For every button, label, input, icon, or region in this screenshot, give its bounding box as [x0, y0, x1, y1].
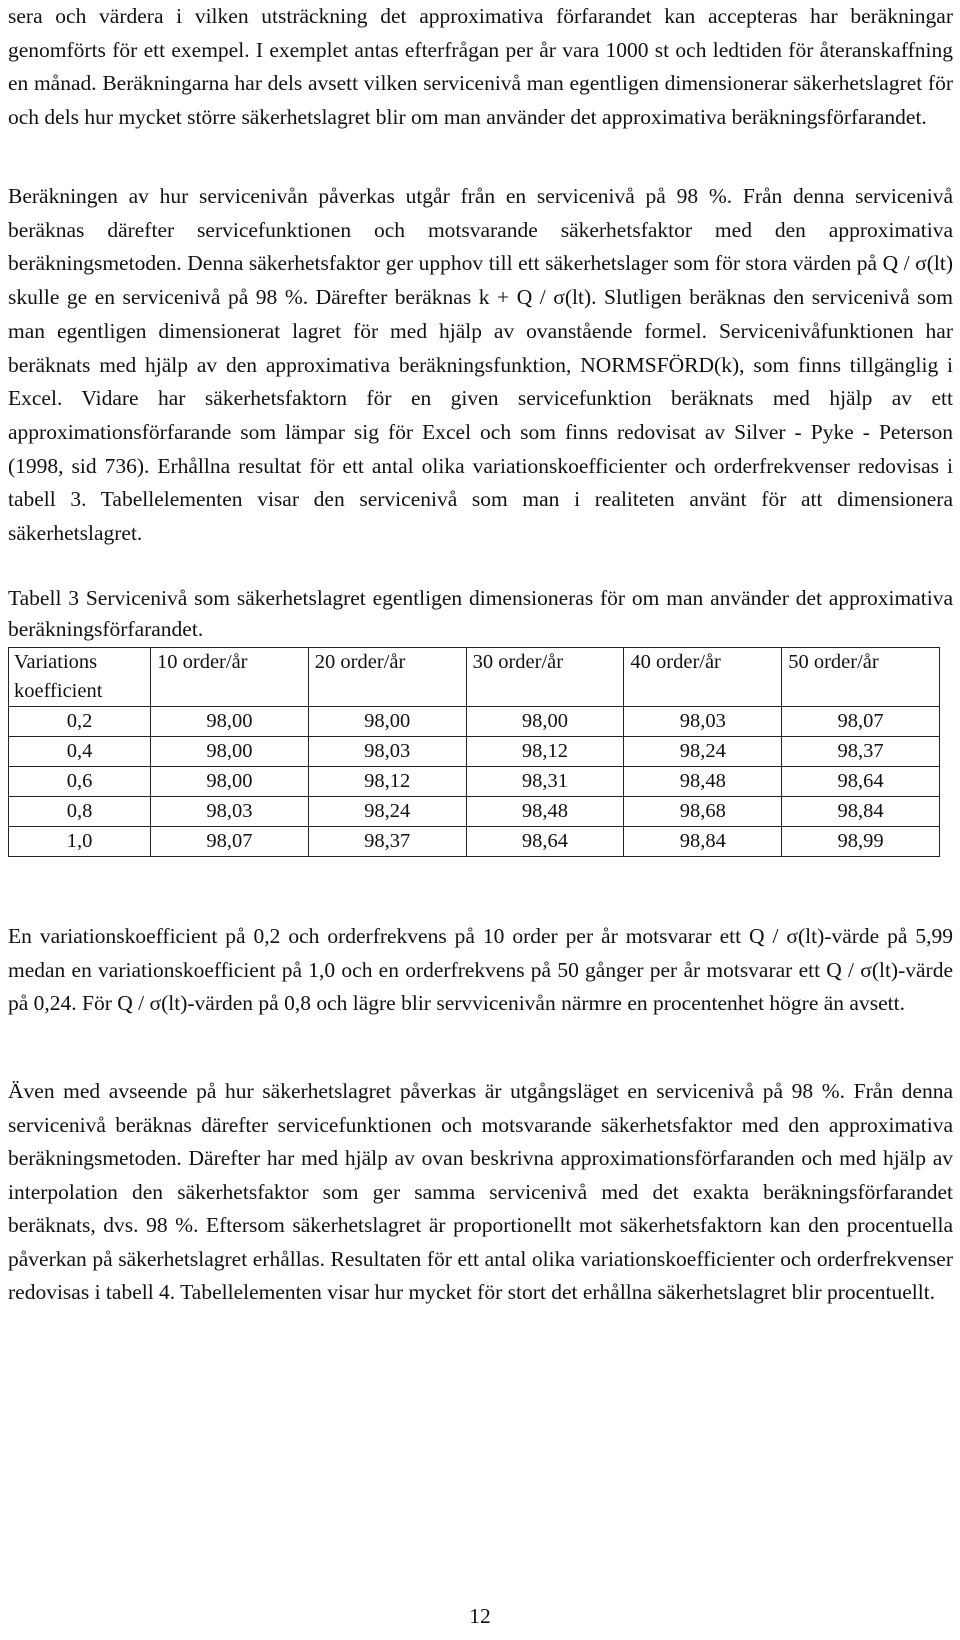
table-cell: 98,12	[466, 737, 624, 767]
table-cell: 98,03	[151, 797, 309, 827]
paragraph-variation-coefficient: En variationskoefficient på 0,2 och orderfrekvens på 10 order per år motsvarar ett Q / σ(lt)-värde på 5,99 medan en variationskoefficient på 1,0 och en orderfrekvens på 50 gånger per år motsvarar ett Q / σ(lt)-värde på 0,24. För Q / σ(lt)-värden på 0,8 och lägre blir servvicenivån närmre en procentenhet högre än avsett.	[8, 924, 953, 1016]
table-caption: Tabell 3 Servicenivå som säkerhetslagret egentligen dimensioneras för om man använder det approximativa beräkningsförfarandet.	[8, 586, 953, 641]
table-cell: 98,24	[624, 737, 782, 767]
table-header-row	[9, 648, 940, 707]
table-cell: 98,03	[624, 707, 782, 737]
table-cell: 98,07	[782, 707, 940, 737]
table-header-cell: 30 order/år	[466, 648, 624, 707]
table-cell: 98,84	[782, 797, 940, 827]
table-header-cell: 40 order/år	[624, 648, 782, 707]
table-cell: 98,99	[782, 827, 940, 857]
paragraph-intro: sera och värdera i vilken utsträckning det approximativa förfarandet kan accepteras har beräkningar genomförts för ett exempel. I exemplet antas efterfrågan per år vara 1000 st och ledtiden för återanskaffning en månad. Beräkningarna har dels avsett vilken servicenivå man egentligen dimensionerar säkerhetslagret för och dels hur mycket större säkerhetslagret blir om man använder det approximativa beräkningsförfarandet.	[8, 4, 953, 130]
table-cell: 98,00	[151, 737, 309, 767]
table-cell: 1,0	[9, 827, 151, 857]
table-cell: 98,12	[308, 767, 466, 797]
table-header-cell: Variations koefficient	[9, 648, 151, 707]
table-cell: 98,00	[151, 767, 309, 797]
table-cell: 98,00	[466, 707, 624, 737]
table-cell: 98,84	[624, 827, 782, 857]
table-cell: 98,64	[782, 767, 940, 797]
table-cell: 98,48	[466, 797, 624, 827]
table-row	[9, 827, 940, 857]
paragraph-safety-stock: Även med avseende på hur säkerhetslagret påverkas är utgångsläget en servicenivå på 98 %. Från denna servicenivå beräknas därefter servicefunktionen och motsvarande säkerhetsfaktor med den approximativa beräkningsmetoden. Därefter har med hjälp av ovan beskrivna approximationsförfaranden och med hjälp av interpolation den säkerhetsfaktor som ger samma servicenivå med det exakta beräkningsförfarandet beräknats, dvs. 98 %. Eftersom säkerhetslagret är proportionellt mot säkerhetsfaktorn kan den procentuella påverkan på säkerhetslagret erhållas. Resultaten för ett antal olika variationskoefficienter och orderfrekvenser redovisas i tabell 4. Tabellelementen visar hur mycket för stort det erhållna säkerhetslagret blir procentuellt.	[8, 1079, 953, 1304]
table-header-cell: 10 order/år	[151, 648, 309, 707]
table-header-cell: 20 order/år	[308, 648, 466, 707]
table-cell: 0,2	[9, 707, 151, 737]
table-cell: 0,6	[9, 767, 151, 797]
table-cell: 98,68	[624, 797, 782, 827]
table-cell: 98,64	[466, 827, 624, 857]
table-cell: 98,07	[151, 827, 309, 857]
table-cell: 0,8	[9, 797, 151, 827]
table-cell: 98,37	[308, 827, 466, 857]
table-cell: 98,48	[624, 767, 782, 797]
table-cell: 98,37	[782, 737, 940, 767]
table-header-cell: 50 order/år	[782, 648, 940, 707]
table-cell: 98,24	[308, 797, 466, 827]
table-cell: 98,03	[308, 737, 466, 767]
table-row	[9, 737, 940, 767]
table-cell: 98,31	[466, 767, 624, 797]
page-number: 12	[469, 1604, 491, 1628]
table-cell: 0,4	[9, 737, 151, 767]
paragraph-service-level: Beräkningen av hur servicenivån påverkas utgår från en servicenivå på 98 %. Från denna servicenivå beräknas därefter servicefunktionen och motsvarande säkerhetsfaktor med den approximativa beräkningsmetoden. Denna säkerhetsfaktor ger upphov till ett säkerhetslager som för stora värden på Q / σ(lt) skulle ge en servicenivå på 98 %. Därefter beräknas k + Q / σ(lt). Slutligen beräknas den servicenivå som man egentligen dimensionerat lagret för med hjälp av ovanstående formel. Servicenivåfunktionen har beräknats med hjälp av den approximativa beräkningsfunktion, NORMSFÖRD(k), som finns tillgänglig i Excel. Vidare har säkerhetsfaktorn för en given servicefunktion beräknats med hjälp av ett approximationsförfarande som lämpar sig för Excel och som finns redovisat av Silver - Pyke - Peterson (1998, sid 736). Erhållna resultat för ett antal olika variationskoefficienter och orderfrekvenser redovisas i tabell 3. Tabellelementen visar den servicenivå som man i realiteten använt för att dimensionera säkerhetslagret.	[8, 184, 953, 546]
table-cell: 98,00	[151, 707, 309, 737]
table-row	[9, 767, 940, 797]
service-level-table	[8, 647, 940, 857]
table-row	[9, 707, 940, 737]
table-row	[9, 797, 940, 827]
table-cell: 98,00	[308, 707, 466, 737]
